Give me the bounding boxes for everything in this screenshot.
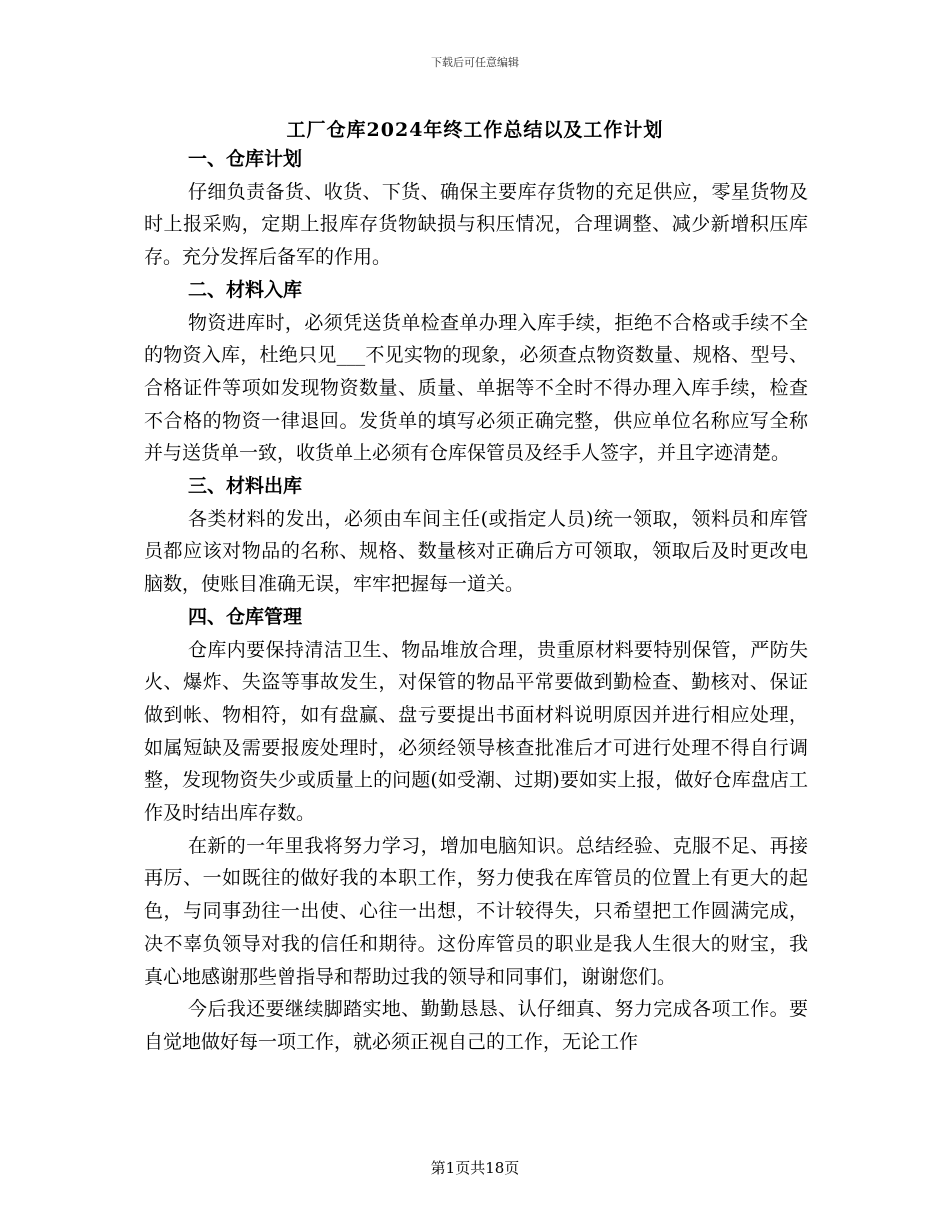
page-number: 第1页共18页 xyxy=(430,1159,520,1177)
paragraph: 在新的一年里我将努力学习，增加电脑知识。总结经验、克服不足、再接再厉、一如既往的做好我的本职工作，努力使我在库管员的位置上有更大的起色，与同事劲往一出使、心往一出想，不计较得失，只希望把工作圆满完成，决不辜负领导对我的信任和期待。这份库管员的职业是我人生很大的财宝，我真心地感谢那些曾指导和帮助过我的领导和同事们，谢谢您们。 xyxy=(144,834,808,988)
paragraph: 物资进库时，必须凭送货单检查单办理入库手续，拒绝不合格或手续不全的物资入库，杜绝只见___不见实物的现象，必须查点物资数量、规格、型号、合格证件等项如发现物资数量、质量、单据等不全时不得办理入库手续，检查不合格的物资一律退回。发货单的填写必须正确完整，供应单位名称应写全称并与送货单一致，收货单上必须有仓库保管员及经手人签字，并且字迹清楚。 xyxy=(144,311,808,465)
paragraph: 今后我还要继续脚踏实地、勤勤恳恳、认仔细真、努力完成各项工作。要自觉地做好每一项工作，就必须正视自己的工作，无论工作 xyxy=(144,998,808,1053)
section-heading: 一、仓库计划 xyxy=(188,148,303,170)
header-note: 下载后可任意编辑 xyxy=(431,56,519,69)
section-heading: 四、仓库管理 xyxy=(188,605,303,628)
section-heading: 三、材料出库 xyxy=(188,475,303,498)
paragraph: 仓库内要保持清洁卫生、物品堆放合理，贵重原材料要特别保管，严防失火、爆炸、失盗等事故发生，对保管的物品平常要做到勤检查、勤核对、保证做到帐、物相符，如有盘赢、盘亏要提出书面材料说明原因并进行相应处理，如属短缺及需要报废处理时，必须经领导核查批准后才可进行处理不得自行调整，发现物资失少或质量上的问题(如受潮、过期)要如实上报，做好仓库盘店工作及时结出库存数。 xyxy=(144,638,808,825)
section-heading: 二、材料入库 xyxy=(188,278,303,301)
paragraph: 仔细负责备货、收货、下货、确保主要库存货物的充足供应，零星货物及时上报采购，定期上报库存货物缺损与积压情况，合理调整、减少新增积压库存。充分发挥后备军的作用。 xyxy=(144,180,808,269)
paragraph: 各类材料的发出，必须由车间主任(或指定人员)统一领取，领料员和库管员都应该对物品的名称、规格、数量核对正确后方可领取，领取后及时更改电脑数，使账目准确无误，牢牢把握每一道关。 xyxy=(144,507,808,596)
document-body xyxy=(144,143,808,1059)
document-title: 工厂仓库2024年终工作总结以及工作计划 xyxy=(286,119,664,141)
